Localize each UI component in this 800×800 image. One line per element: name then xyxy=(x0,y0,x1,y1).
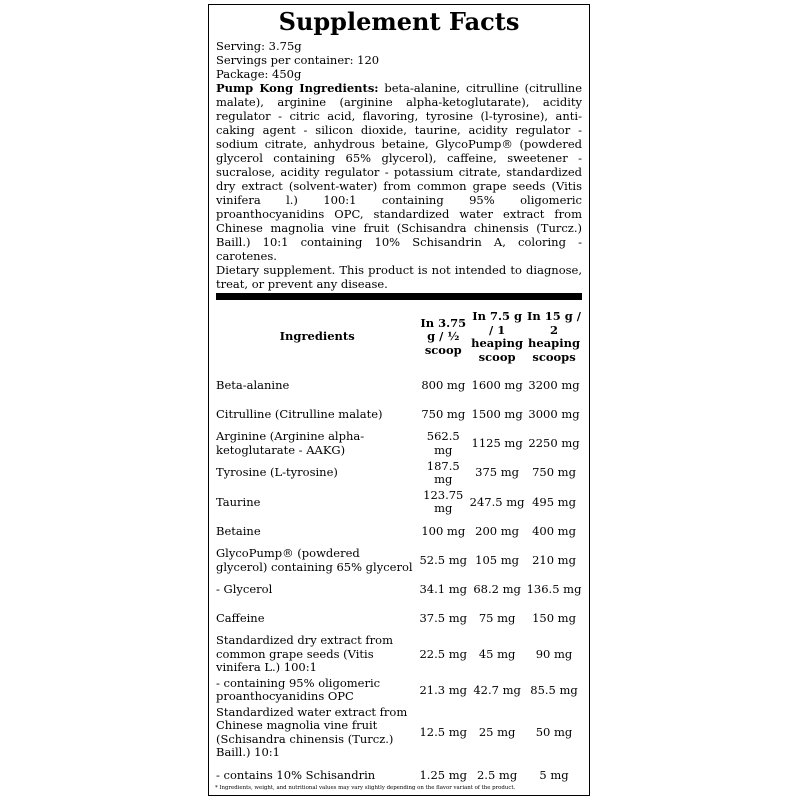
row-name: Caffeine xyxy=(216,611,265,626)
row-value-one: 375 mg xyxy=(475,465,520,480)
row-value-one: 1600 mg xyxy=(471,377,523,392)
footnote: * Ingredients, weight, and nutritional values may vary slightly depending on the flavor variant of the product. xyxy=(215,785,516,791)
row-name: GlycoPump® (powdered glycerol) containing 65% glycerol xyxy=(216,546,413,574)
serving-info xyxy=(216,39,582,291)
header-ingredients: Ingredients xyxy=(279,329,355,344)
row-value-two: 750 mg xyxy=(532,465,576,480)
row-value-half: 21.3 mg xyxy=(419,682,468,697)
ingredients-paragraph xyxy=(216,81,582,263)
row-name: Standardized water extract from Chinese magnolia vine fruit (Schisandra chinensis (Turcz.) Baill.) 10:1 xyxy=(216,704,408,760)
table-row xyxy=(216,400,582,429)
row-name: Citrulline (Citrulline malate) xyxy=(216,407,383,422)
row-value-half: 12.5 mg xyxy=(419,725,468,740)
ingredients-table xyxy=(216,303,582,790)
row-value-half: 562.5 mg xyxy=(426,429,460,457)
table-row xyxy=(216,575,582,604)
row-value-two: 90 mg xyxy=(535,646,573,661)
header-one-scoop: In 7.5 g / 1 heaping scoop xyxy=(471,309,524,364)
row-name: Betaine xyxy=(216,523,261,538)
table-row xyxy=(216,488,582,517)
row-value-half: 750 mg xyxy=(421,407,466,422)
row-value-half: 1.25 mg xyxy=(419,767,468,782)
table-row xyxy=(216,546,582,575)
row-value-one: 247.5 mg xyxy=(469,494,525,509)
row-value-one: 45 mg xyxy=(478,646,516,661)
row-value-two: 3000 mg xyxy=(528,407,580,422)
table-row xyxy=(216,634,582,676)
row-value-two: 2250 mg xyxy=(528,436,580,451)
table-body xyxy=(216,371,582,790)
row-value-one: 105 mg xyxy=(475,552,520,567)
row-name: - Glycerol xyxy=(216,582,273,597)
servings-per-container: Servings per container: 120 xyxy=(216,53,380,67)
row-value-two: 5 mg xyxy=(539,767,569,782)
row-value-one: 200 mg xyxy=(475,523,520,538)
row-name: - contains 10% Schisandrin xyxy=(216,767,376,782)
serving-size: Serving: 3.75g xyxy=(216,39,302,53)
row-value-half: 800 mg xyxy=(421,377,466,392)
header-half-scoop: In 3.75 g / ½ scoop xyxy=(420,315,467,357)
row-value-half: 34.1 mg xyxy=(419,582,468,597)
ingredients-text: beta-alanine, citrulline (citrulline malate), arginine (arginine alpha-ketoglutarate), acidity regulator - citric acid, flavoring, tyrosine (l-tyrosine), anti-caking agent - silicon dioxide, taurine, acidity regulator - sodium citrate, anhydrous betaine, GlycoPump® (powdered glycerol containing 65% glycerol), caffeine, sweetener - sucralose, acidity regulator - potassium citrate, standardized dry extract (solvent-water) from common grape seeds (Vitis vinifera l.) 100:1 containing 95% oligomeric proanthocyanidins OPC, standardized water extract from Chinese magnolia vine fruit (Schisandra chinensis (Turcz.) Baill.) 10:1 containing 10% Schisandrin A, coloring - carotenes. xyxy=(216,81,583,263)
row-name: Arginine (Arginine alpha-ketoglutarate - AAKG) xyxy=(216,429,365,457)
row-value-two: 136.5 mg xyxy=(526,582,582,597)
row-value-half: 187.5 mg xyxy=(426,458,460,487)
row-value-one: 2.5 mg xyxy=(476,767,518,782)
row-name: Tyrosine (L-tyrosine) xyxy=(216,465,338,480)
row-value-half: 100 mg xyxy=(421,523,466,538)
row-name: Beta-alanine xyxy=(216,377,290,392)
row-name: Standardized dry extract from common grape seeds (Vitis vinifera L.) 100:1 xyxy=(216,633,393,675)
row-value-one: 1500 mg xyxy=(471,407,523,422)
table-row xyxy=(216,371,582,400)
dietary-note: Dietary supplement. This product is not intended to diagnose, treat, or prevent any disease. xyxy=(216,263,582,291)
table-header-row xyxy=(216,303,582,371)
table-row xyxy=(216,429,582,458)
package-size: Package: 450g xyxy=(216,67,302,81)
table-row xyxy=(216,605,582,634)
row-value-one: 25 mg xyxy=(478,725,516,740)
panel-title: Supplement Facts xyxy=(278,7,520,36)
row-name: Taurine xyxy=(216,494,261,509)
row-value-two: 50 mg xyxy=(535,725,573,740)
table-row xyxy=(216,676,582,705)
row-value-half: 52.5 mg xyxy=(419,552,468,567)
row-value-two: 3200 mg xyxy=(528,377,580,392)
row-value-two: 210 mg xyxy=(532,552,576,567)
row-value-half: 37.5 mg xyxy=(419,611,468,626)
table-row xyxy=(216,517,582,546)
table-row xyxy=(216,705,582,761)
row-value-two: 495 mg xyxy=(532,494,576,509)
row-value-two: 400 mg xyxy=(532,523,576,538)
row-value-half: 22.5 mg xyxy=(419,646,468,661)
row-value-one: 42.7 mg xyxy=(473,682,521,697)
row-name: - containing 95% oligomeric proanthocyanidins OPC xyxy=(216,675,381,704)
table-row xyxy=(216,459,582,488)
row-value-one: 75 mg xyxy=(478,611,516,626)
row-value-half: 123.75 mg xyxy=(423,487,464,516)
row-value-one: 1125 mg xyxy=(471,436,523,451)
supplement-facts-panel xyxy=(208,4,590,796)
row-value-two: 150 mg xyxy=(532,611,576,626)
ingredients-label: Pump Kong Ingredients: xyxy=(216,81,379,95)
thick-divider xyxy=(216,293,582,300)
row-value-one: 68.2 mg xyxy=(473,582,521,597)
row-value-two: 85.5 mg xyxy=(530,682,578,697)
header-two-scoops: In 15 g / 2 heaping scoops xyxy=(527,309,582,364)
